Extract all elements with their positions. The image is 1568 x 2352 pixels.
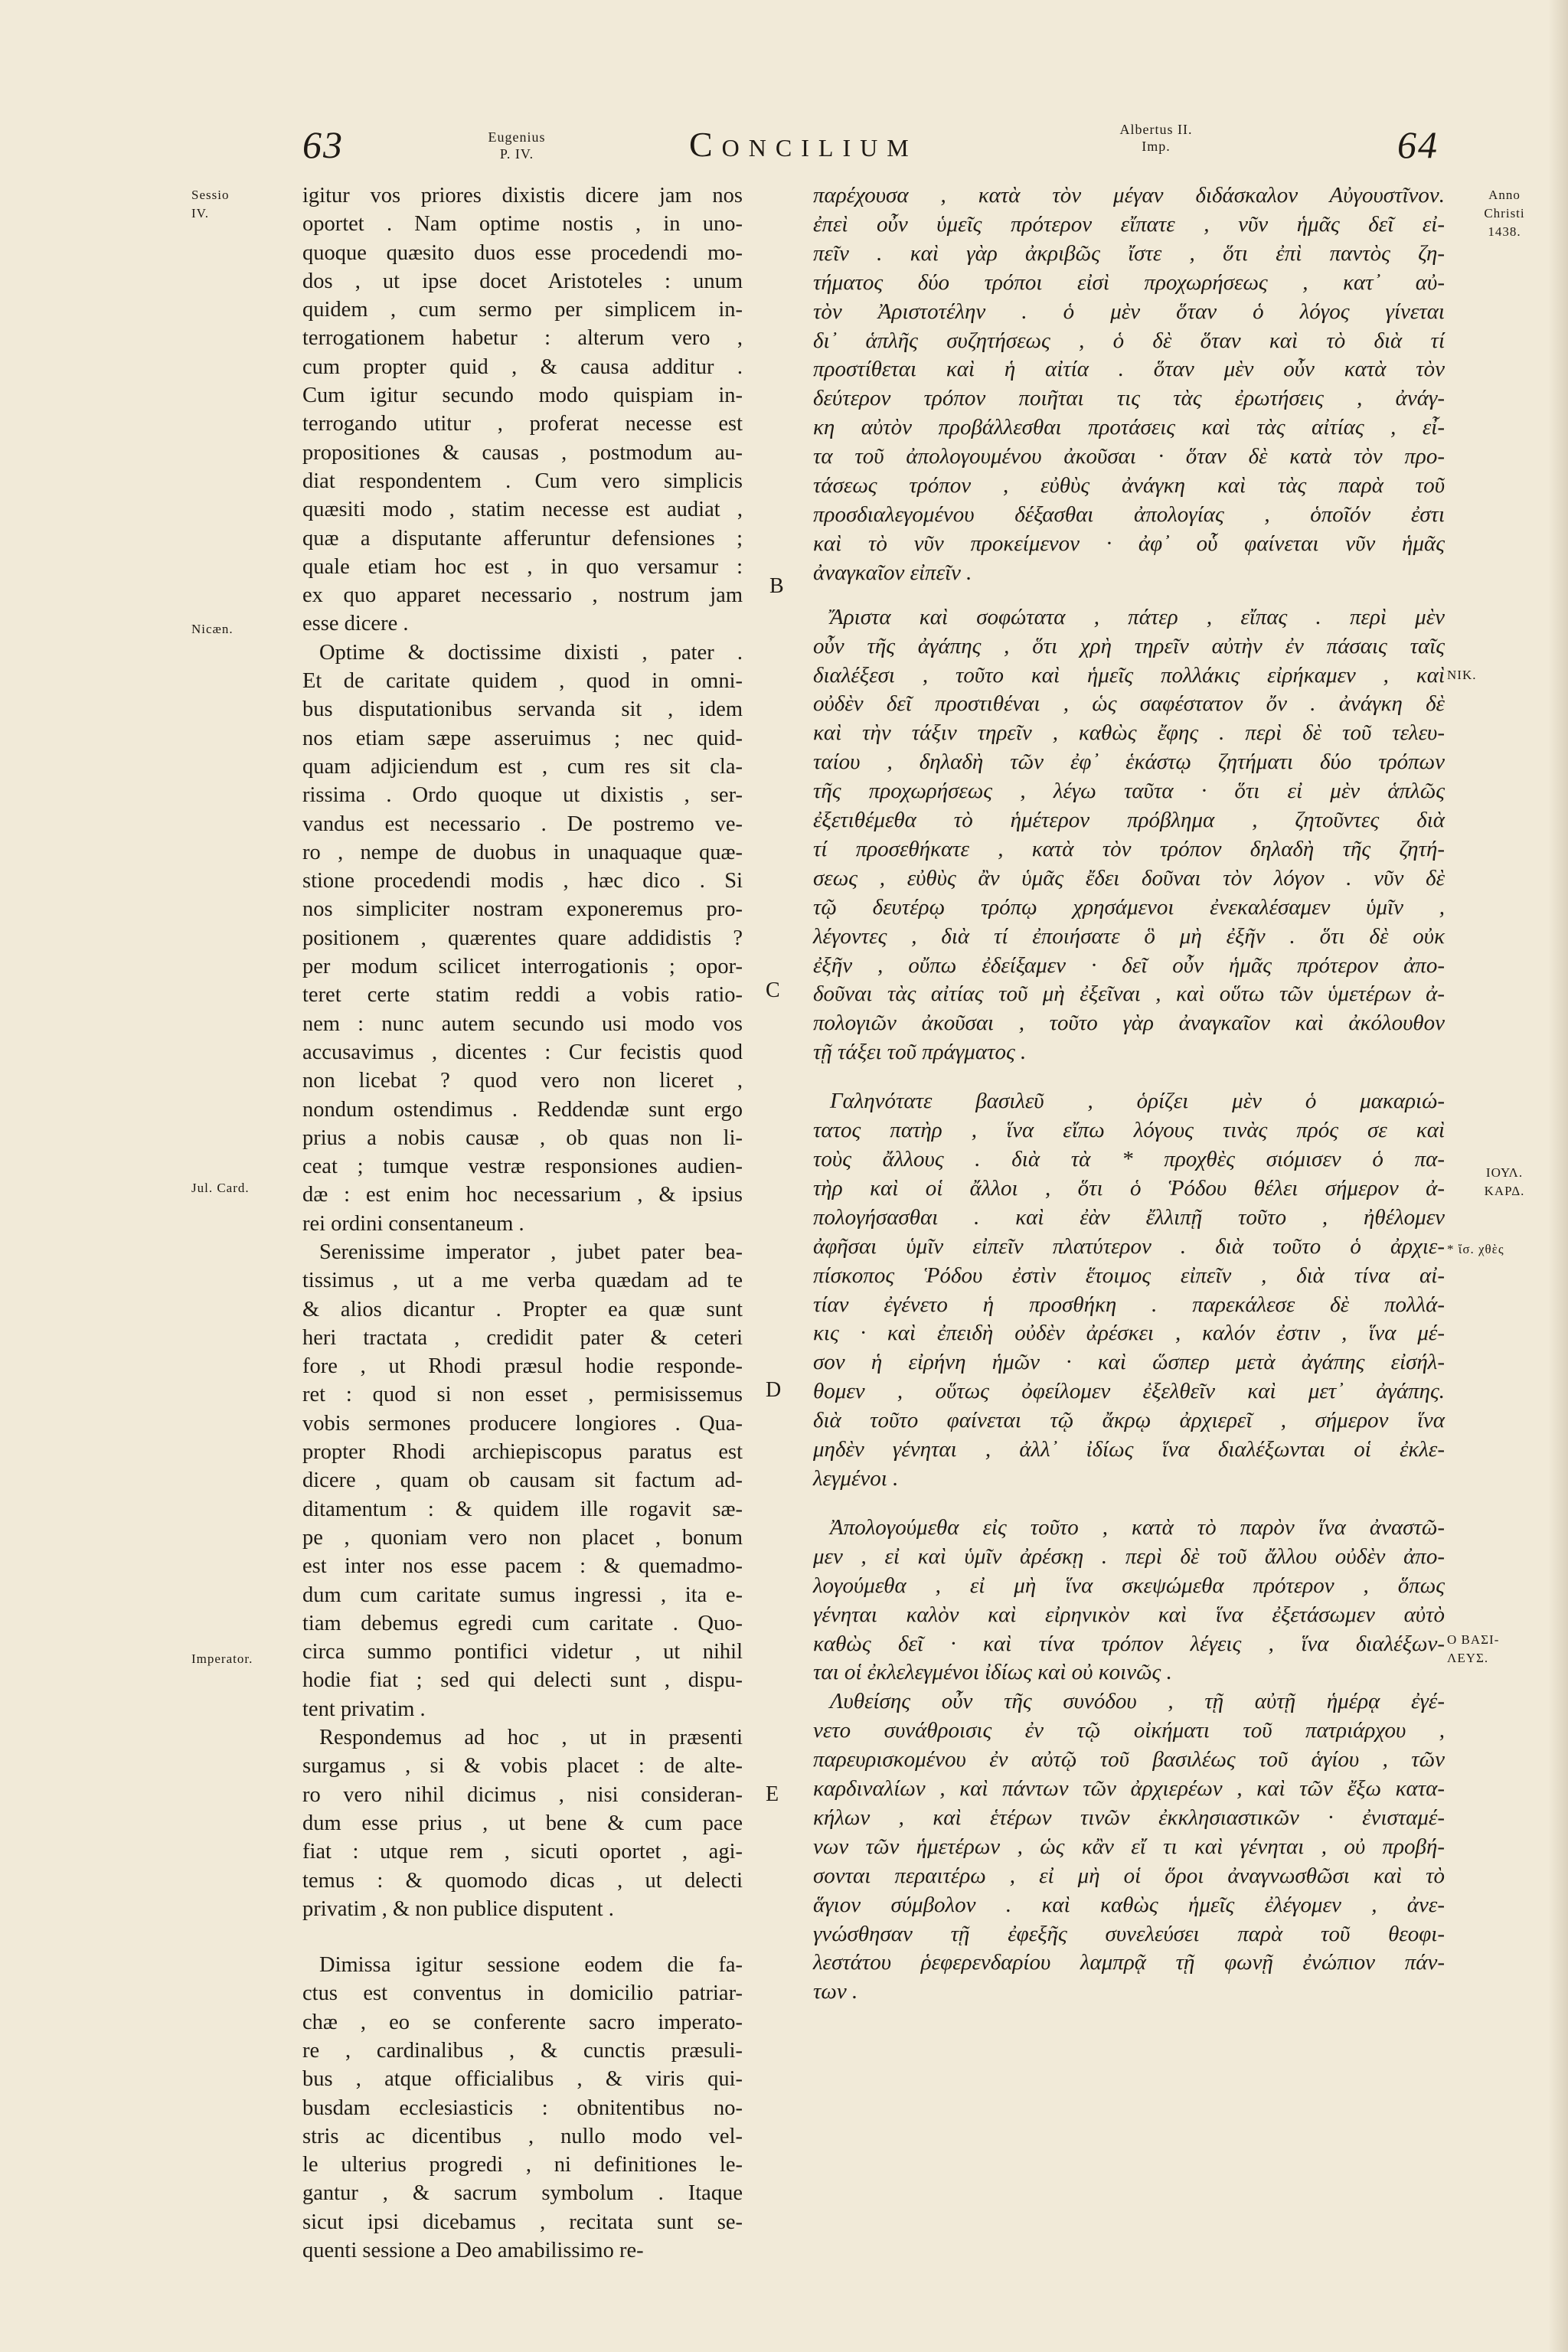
- latin-line: circa summo pontifici videtur , ut nihil: [302, 1640, 743, 1664]
- latin-text-column: [302, 181, 743, 2265]
- latin-line: privatim , & non publice disputent .: [302, 1896, 614, 1921]
- paragraph-gap: [813, 1494, 1445, 1514]
- paragraph-gap: [302, 1923, 743, 1951]
- greek-line: σον ἡ εἰρήνη ἡμῶν · καὶ ὥσπερ μετὰ ἀγάπης εἰσήλ-: [813, 1350, 1445, 1375]
- greek-line: καθὼς δεῖ · καὶ τίνα τρόπον λέγεις , ἵνα διαλέξων-: [813, 1631, 1445, 1656]
- latin-line: tiam debemus egredi cum caritate . Quo-: [302, 1611, 743, 1635]
- greek-line: μηδὲν γένηται , ἀλλ᾽ ἰδίως ἵνα διαλέξωνται οἱ ἐκλε-: [813, 1437, 1445, 1462]
- greek-line: τῇ τάξει τοῦ πράγματος .: [813, 1040, 1027, 1065]
- running-header: [0, 115, 1568, 176]
- greek-line: ἐπεὶ οὖν ὑμεῖς πρότερον εἴπατε , νῦν ἡμᾶς δεῖ εἰ-: [813, 211, 1445, 237]
- latin-line: prius a nobis causæ , ob quas non li-: [302, 1125, 743, 1150]
- latin-line: non licebat ? quod vero non liceret ,: [302, 1069, 743, 1093]
- greek-line: οὐδὲν δεῖ προστιθέναι , ὡς σαφέστατον ὄν . ἀνάγκη δὲ: [813, 691, 1445, 717]
- greek-line: τὸν Ἀριστοτέλην . ὁ μὲν ὅταν ὁ λόγος γίνεται: [813, 299, 1445, 324]
- latin-line: dum esse prius , ut bene & cum pace: [302, 1811, 743, 1835]
- latin-line: terrogando utitur , proferat necesse est: [302, 412, 743, 436]
- latin-line: oportet . Nam optime nostis , in uno-: [302, 212, 743, 237]
- latin-line: nos simpliciter nostram exponeremus pro-: [302, 897, 743, 922]
- latin-line: diat respondentem . Cum vero simplicis: [302, 469, 743, 493]
- latin-line: Cum igitur secundo modo quispiam in-: [302, 384, 743, 408]
- latin-line: teret certe statim reddi a vobis ratio-: [302, 983, 743, 1008]
- greek-line: Ἀπολογούμεθα εἰς τοῦτο , κατὰ τὸ παρὸν ἵνα ἀναστῶ-: [830, 1514, 1445, 1540]
- greek-line: πεῖν . καὶ γὰρ ἀκριβῶς ἴστε , ὅτι ἐπὶ παντὸς ζη-: [813, 240, 1445, 266]
- latin-line: ro vero nihil dicimus , nisi consideran-: [302, 1782, 743, 1807]
- greek-text-column: [813, 181, 1445, 2007]
- greek-line: κη αὐτὸν προβάλλεσθαι προτάσεις καὶ τὰς αἰτίας , εἶ-: [813, 415, 1445, 440]
- latin-paragraph: [302, 1951, 743, 2265]
- greek-line: νων τῶν ἡμετέρων , ὡς κἂν εἴ τι καὶ γένηται , οὐ προβή-: [813, 1834, 1445, 1859]
- latin-line: gantur , & sacrum symbolum . Itaque: [302, 2181, 743, 2206]
- latin-line: vobis sermones producere longiores . Qua-: [302, 1411, 743, 1436]
- greek-line: ται οἱ ἐκλελεγμένοι ἰδίως καὶ οὐ κοινῶς .: [813, 1660, 1172, 1685]
- greek-line: γνώσθησαν τῇ ἐφεξῆς συνελεύσει παρὰ τοῦ θεοφι-: [813, 1921, 1445, 1946]
- latin-paragraph: [302, 1723, 743, 1923]
- latin-line: dos , ut ipse docet Aristoteles : unum: [302, 269, 743, 293]
- margin-note-nicaen: Nicæn.: [191, 622, 234, 636]
- latin-line: per modum scilicet interrogationis ; opor-: [302, 955, 743, 979]
- greek-line: πολογιῶν ἀκοῦσαι , τοῦτο γὰρ ἀναγκαῖον καὶ ἀκόλουθον: [813, 1011, 1445, 1036]
- margin-note-footnote: * ἴσ. χθὲς: [1447, 1242, 1504, 1256]
- latin-line: rissima . Ordo quoque ut dixistis , ser-: [302, 783, 743, 808]
- greek-line: ἐξετιθέμεθα τὸ ἡμέτερον πρόβλημα , ζητοῦντες διὰ: [813, 808, 1445, 833]
- greek-line: μεν , εἰ καὶ ὑμῖν ἀρέσκῃ . περὶ δὲ τοῦ ἄλλου οὐδὲν ἀπο-: [813, 1544, 1445, 1569]
- margin-note-sessio: Sessio IV.: [191, 188, 230, 220]
- latin-line: & alios dicantur . Propter ea quæ sunt: [302, 1297, 743, 1321]
- greek-line: Γαληνότατε βασιλεῦ , ὁρίζει μὲν ὁ μακαριώ-: [830, 1089, 1445, 1114]
- greek-line: τί προσεθήκατε , κατὰ τὸν τρόπον δηλαδὴ τῆς ζητή-: [813, 836, 1445, 861]
- greek-line: καρδιναλίων , καὶ πάντων τῶν ἀρχιερέων , καὶ τῶν ἔξω κατα-: [813, 1776, 1445, 1802]
- latin-line: positionem , quærentes quare addidistis ?: [302, 926, 743, 950]
- greek-line: τατος πατὴρ , ἵνα εἴπω λόγους τινὰς πρός σε καὶ: [813, 1118, 1445, 1143]
- latin-line: quæ a disputante afferuntur defensiones ;: [302, 526, 743, 550]
- right-page-number: 64: [1397, 123, 1439, 166]
- greek-paragraph: [813, 1087, 1445, 1494]
- greek-line: προστίθεται καὶ ἡ αἰτία . ὅταν μὲν οὖν κατὰ τὸν: [813, 357, 1445, 382]
- latin-line: hodie fiat ; sed qui delecti sunt , dispu-: [302, 1668, 743, 1693]
- latin-line: nondum ostendimus . Reddendæ sunt ergo: [302, 1097, 743, 1122]
- latin-line: Et de caritate quidem , quod in omni-: [302, 669, 743, 694]
- greek-line: διὰ τοῦτο φαίνεται τῷ ἄκρῳ ἀρχιερεῖ , σήμερον ἵνα: [813, 1408, 1445, 1433]
- margin-note-anno: Anno Christi 1438.: [1484, 188, 1525, 239]
- latin-line: heri tractata , credidit pater & ceteri: [302, 1325, 743, 1350]
- margin-note-iota-kard: ΙΟΥΛ. ΚΑΡΔ.: [1484, 1165, 1525, 1198]
- latin-line: busdam ecclesiasticis : obnitentibus no-: [302, 2096, 743, 2120]
- latin-line: bus , atque officialibus , & viris qui-: [302, 2067, 743, 2092]
- greek-line: πολογήσασθαι . καὶ ἐὰν ἔλλιπῇ τοῦτο , ἠθέλομεν: [813, 1204, 1445, 1230]
- greek-paragraph: [813, 603, 1445, 1068]
- greek-line: ἐξῆν , οὔπω ἐδείξαμεν · δεῖ οὖν ἡμᾶς πρότερον ἀπο-: [813, 952, 1445, 978]
- latin-line: dum cum caritate sumus ingressi , ita e-: [302, 1583, 743, 1607]
- latin-line: nos etiam sæpe asseruimus ; nec quid-: [302, 726, 743, 750]
- section-letter: E: [766, 1782, 779, 1806]
- latin-line: Optime & doctissime dixisti , pater .: [319, 640, 743, 665]
- greek-line: λεγμένοι .: [813, 1465, 899, 1491]
- section-letter: C: [766, 978, 780, 1002]
- greek-line: Ἄριστα καὶ σοφώτατα , πάτερ , εἴπας . περὶ μὲν: [830, 604, 1445, 629]
- latin-line: propositiones & causas , postmodum au-: [302, 440, 743, 465]
- left-running-head: Eugenius P. IV.: [488, 129, 546, 162]
- greek-paragraph: [813, 1687, 1445, 2007]
- latin-paragraph: [302, 1238, 743, 1723]
- page-title: Concilium: [689, 125, 918, 164]
- greek-line: ἀφῆσαι ὑμῖν εἰπεῖν πλατύτερον . διὰ τοῦτο ὁ ἀρχιε-: [813, 1233, 1445, 1259]
- greek-line: ἀναγκαῖον εἰπεῖν .: [813, 560, 972, 585]
- greek-line: τάσεως τρόπον , εὐθὺς ἀνάγκη καὶ τὰς παρὰ τοῦ: [813, 473, 1445, 498]
- section-letter: B: [769, 574, 784, 598]
- latin-line: ditamentum : & quidem ille rogavit sæ-: [302, 1497, 743, 1521]
- paragraph-gap: [813, 588, 1445, 603]
- latin-line: quam adjiciendum est , cum res sit cla-: [302, 754, 743, 779]
- greek-line: κήλων , καὶ ἑτέρων τινῶν ἐκκλησιαστικῶν · ἐνισταμέ-: [813, 1805, 1445, 1830]
- latin-line: ex quo apparet necessario , nostrum jam: [302, 583, 743, 608]
- latin-line: temus : & quomodo dicas , ut delecti: [302, 1868, 743, 1893]
- greek-paragraph: [813, 181, 1445, 588]
- latin-line: ro , nempe de duobus in unaquaque quæ-: [302, 840, 743, 864]
- margin-note-basileus: Ο ΒΑΣΙ- ΛΕΥΣ.: [1447, 1632, 1500, 1665]
- greek-line: ἅγιον σύμβολον . καὶ καθὼς ἡμεῖς ἐλέγομεν , ἀνε-: [813, 1892, 1445, 1917]
- latin-line: re , cardinalibus , & cunctis præsuli-: [302, 2039, 743, 2063]
- greek-line: λεστάτου ῥεφερενδαρίου λαμπρᾷ τῇ φωνῇ ἐνώπιον πάν-: [813, 1950, 1445, 1975]
- latin-line: propter Rhodi archiepiscopus paratus est: [302, 1440, 743, 1465]
- greek-line: καὶ τὴν τάξιν τηρεῖν , καθὼς ἔφης . περὶ δὲ τοῦ τελευ-: [813, 720, 1445, 746]
- section-letter: D: [766, 1378, 782, 1402]
- greek-line: καὶ τὸ νῦν προκείμενον · ἀφ᾽ οὗ φαίνεται νῦν ἡμᾶς: [813, 531, 1445, 556]
- latin-line: Dimissa igitur sessione eodem die fa-: [319, 1953, 743, 1978]
- greek-line: ταίου , δηλαδὴ τῶν ἐφ᾽ ἑκάστῳ ζητήματι δύο τρόπων: [813, 750, 1445, 775]
- latin-line: nem : nunc autem secundo usi modo vos: [302, 1011, 743, 1036]
- latin-line: tissimus , ut a me verba quædam ad te: [302, 1269, 743, 1293]
- latin-line: stris ac dicentibus , nullo modo vel-: [302, 2124, 743, 2148]
- latin-paragraph: [302, 181, 743, 639]
- greek-line: λέγοντες , διὰ τί ἐποιήσατε ὃ μὴ ἐξῆν . ὅτι δὲ οὐκ: [813, 923, 1445, 949]
- latin-line: quenti sessione a Deo amabilissimo re-: [302, 2239, 644, 2263]
- margin-note-jul-card: Jul. Card.: [191, 1181, 250, 1195]
- greek-line: προσδιαλεγομένου δέξασθαι ἀπολογίας , ὁποῖόν ἐστι: [813, 501, 1445, 527]
- greek-line: γένηται καλὸν καὶ εἰρηνικὸν καὶ ἵνα ἐξετάσωμεν αὐτὸ: [813, 1602, 1445, 1627]
- latin-line: esse dicere .: [302, 612, 409, 636]
- greek-line: πίσκοπος Ῥόδου ἐστὶν ἕτοιμος εἰπεῖν , διὰ τίνα αἰ-: [813, 1263, 1445, 1288]
- greek-line: δεύτερον τρόπον ποιῆται τις τὰς ἐρωτήσεις , ἀνάγ-: [813, 386, 1445, 411]
- greek-line: οὖν τῆς ἀγάπης , ὅτι χρὴ τηρεῖν αὐτὴν ἐν πάσαις ταῖς: [813, 633, 1445, 658]
- greek-line: τοὺς ἄλλους . διὰ τὰ * προχθὲς σιόμισεν ὁ πα-: [813, 1147, 1445, 1171]
- latin-line: quæsiti modo , statim necesse est audiat ,: [302, 498, 743, 522]
- latin-line: chæ , eo se conferente sacro imperato-: [302, 2010, 743, 2034]
- latin-line: quidem , cum sermo per simplicem in-: [302, 298, 743, 322]
- greek-line: θομεν , οὕτως ὀφείλομεν ἐξελθεῖν καὶ μετ᾽ ἀγάπης.: [813, 1379, 1445, 1404]
- latin-line: tent privatim .: [302, 1697, 426, 1721]
- greek-line: διαλέξεσι , τοῦτο καὶ ἡμεῖς πολλάκις εἰρήκαμεν , καὶ: [813, 662, 1445, 688]
- greek-line: των .: [813, 1979, 858, 2004]
- latin-line: le ulterius progredi , ni definitiones le-: [302, 2153, 743, 2177]
- latin-line: accusavimus , dicentes : Cur fecistis quod: [302, 1040, 743, 1064]
- latin-line: fiat : utque rem , sicuti oportet , agi-: [302, 1840, 743, 1864]
- greek-line: δι᾽ ἁπλῆς συζητήσεως , ὁ δὲ ὅταν καὶ τὸ διὰ τί: [813, 328, 1445, 353]
- greek-line: τὴρ καὶ οἱ ἄλλοι , ὅτι ὁ Ῥόδου θέλει σήμερον ἀ-: [813, 1175, 1445, 1200]
- greek-line: παρέχουσα , κατὰ τὸν μέγαν διδάσκαλον Αὐγουστῖνον.: [813, 183, 1445, 207]
- greek-line: τα τοῦ ἀπολογουμένου ἀκοῦσαι · ὅταν δὲ κατὰ τὸν προ-: [813, 444, 1445, 469]
- latin-line: igitur vos priores dixistis dicere jam nos: [302, 184, 743, 207]
- greek-line: νετο συνάθροισις ἐν τῷ οἰκήματι τοῦ πατριάρχου ,: [813, 1718, 1445, 1743]
- greek-line: κις · καὶ ἐπειδὴ οὐδὲν ἀρέσκει , καλόν ἐστιν , ἵνα μέ-: [813, 1321, 1445, 1346]
- paragraph-gap: [813, 1067, 1445, 1087]
- latin-line: dicere , quam ob causam sit factum ad-: [302, 1468, 743, 1493]
- greek-line: λογούμεθα , εἰ μὴ ἵνα σκεψώμεθα πρότερον , ὅπως: [813, 1573, 1445, 1598]
- latin-line: quoque quæsito duos esse procedendi mo-: [302, 240, 743, 265]
- latin-line: Respondemus ad hoc , ut in præsenti: [319, 1726, 743, 1750]
- left-page-number: 63: [302, 123, 344, 166]
- right-running-head: Albertus II. Imp.: [1119, 122, 1193, 154]
- latin-line: ceat ; tumque vestræ responsiones audien-: [302, 1155, 743, 1179]
- latin-line: terrogationem habetur : alterum vero ,: [302, 326, 743, 351]
- latin-line: ctus est conventus in domicilio patriar-: [302, 1981, 743, 2006]
- latin-line: surgamus , si & vobis placet : de alte-: [302, 1754, 743, 1779]
- latin-paragraph: [302, 639, 743, 1238]
- latin-line: Serenissime imperator , jubet pater bea-: [319, 1240, 743, 1264]
- margin-note-imperator: Imperator.: [191, 1651, 253, 1666]
- latin-line: quale etiam hoc est , in quo versamur :: [302, 554, 743, 579]
- latin-line: est inter nos esse pacem : & quemadmo-: [302, 1554, 743, 1579]
- latin-line: stione procedendi modis , hæc dico . Si: [302, 869, 743, 893]
- margin-note-nik: NIK.: [1447, 668, 1477, 682]
- greek-line: τῆς προχωρήσεως , λέγω ταῦτα · ὅτι εἰ μὲν ἁπλῶς: [813, 779, 1445, 804]
- greek-line: τίαν ἐγένετο ἡ προσθήκη . παρεκάλεσε δὲ πολλά-: [813, 1292, 1445, 1317]
- latin-line: vandus est necessario . De postremo ve-: [302, 812, 743, 836]
- latin-line: fore , ut Rhodi præsul hodie responde-: [302, 1354, 743, 1379]
- greek-line: τήματος δύο τρόποι εἰσὶ προχωρήσεως , κατ᾽ αὐ-: [813, 270, 1445, 295]
- greek-paragraph: [813, 1514, 1445, 1687]
- latin-line: rei ordini consentaneum .: [302, 1211, 524, 1236]
- greek-line: σονται περαιτέρω , εἰ μὴ οἱ ὅροι ἀναγνωσθῶσι καὶ τὸ: [813, 1863, 1445, 1888]
- greek-line: τῷ δευτέρῳ τρόπῳ χρησάμενοι ἐνεκαλέσαμεν ὑμῖν ,: [813, 894, 1445, 920]
- latin-line: ret : quod si non esset , permisissemus: [302, 1383, 743, 1407]
- latin-line: cum propter quid , & causa additur .: [302, 354, 743, 379]
- greek-line: παρευρισκομένου ἐν αὐτῷ τοῦ βασιλέως τοῦ ἁγίου , τῶν: [813, 1747, 1445, 1772]
- latin-line: sicut ipsi dicebamus , recitata sunt se-: [302, 2210, 743, 2234]
- greek-line: δοῦναι τὰς αἰτίας τοῦ μὴ ἐξεῖναι , καὶ οὕτω τῶν ὑμετέρων ἀ-: [813, 982, 1445, 1007]
- latin-line: pe , quoniam vero non placet , bonum: [302, 1525, 743, 1550]
- greek-line: Λυθείσης οὖν τῆς συνόδου , τῇ αὐτῇ ἡμέρᾳ ἐγέ-: [830, 1689, 1445, 1714]
- latin-line: dæ : est enim hoc necessarium , & ipsius: [302, 1183, 743, 1207]
- latin-line: bus disputationibus servanda sit , idem: [302, 697, 743, 722]
- greek-line: σεως , εὐθὺς ἂν ὑμᾶς ἔδει δοῦναι τὸν λόγον . νῦν δὲ: [813, 865, 1445, 890]
